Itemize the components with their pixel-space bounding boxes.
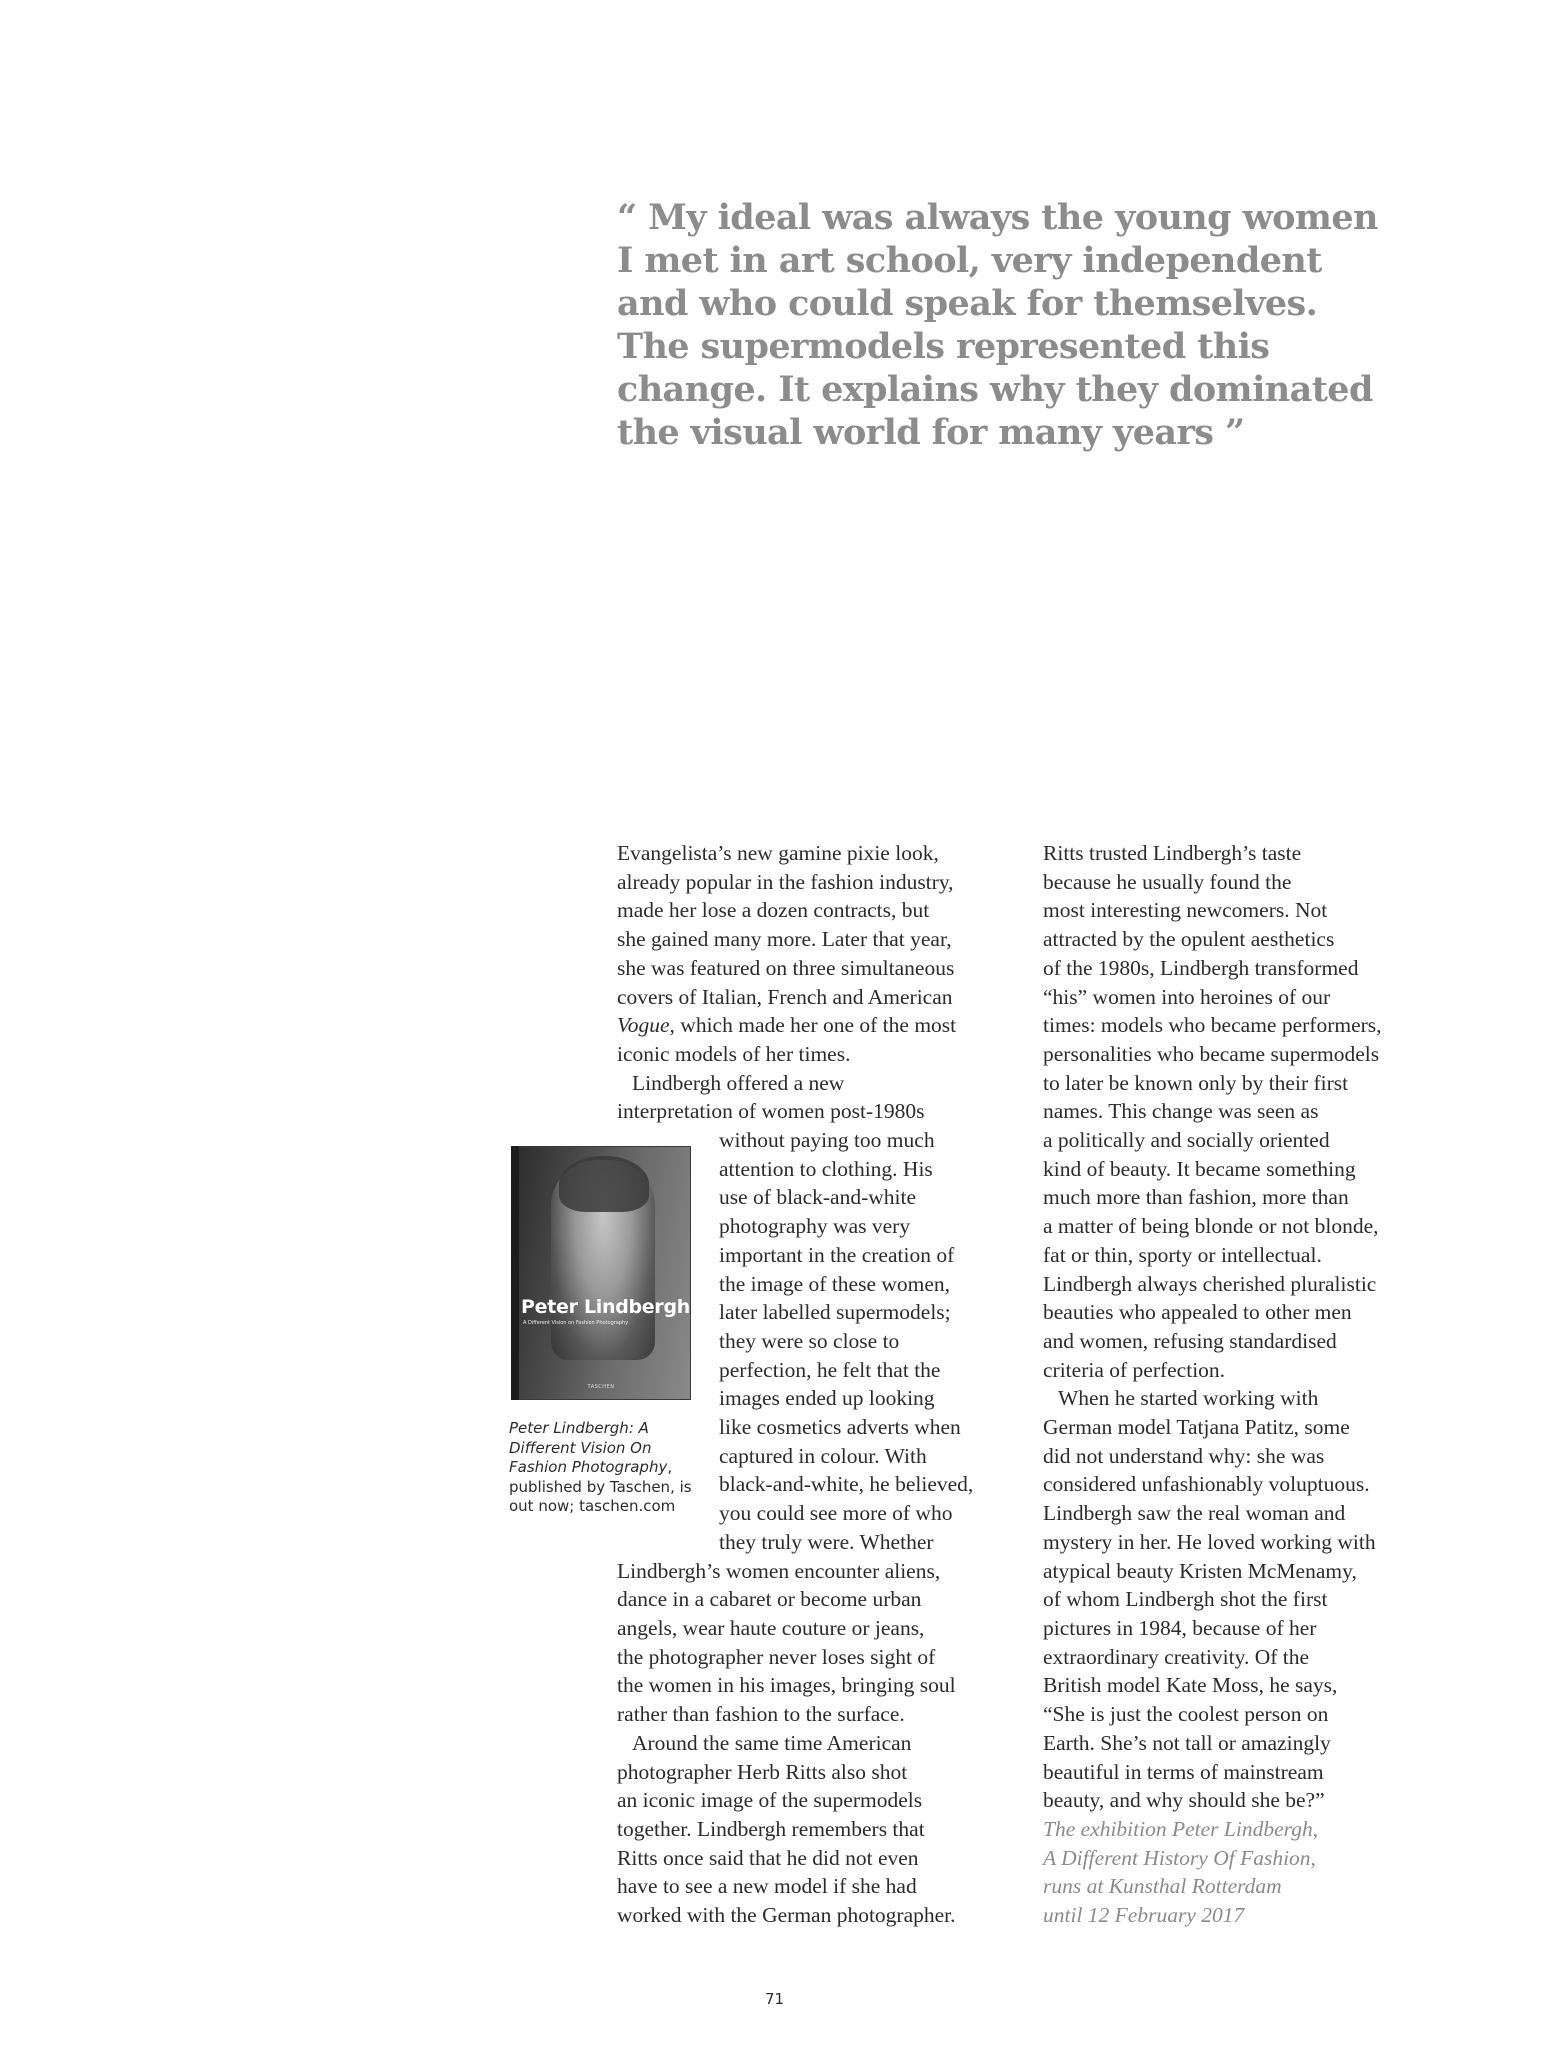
body-line: of the 1980s, Lindbergh transformed xyxy=(1043,955,1359,980)
body-line: fat or thin, sporty or intellectual. xyxy=(1043,1242,1322,1267)
body-line-vogue: Vogue, which made her one of the most xyxy=(617,1013,957,1038)
body-line: use of black-and-white xyxy=(719,1185,917,1210)
body-line: without paying too much xyxy=(719,1128,935,1153)
body-line: later labelled supermodels; xyxy=(719,1300,951,1325)
body-line: the photographer never loses sight of xyxy=(617,1644,936,1669)
body-line: have to see a new model if she had xyxy=(617,1874,917,1899)
body-line: because he usually found the xyxy=(1043,869,1292,894)
book-cover-subtitle: A Different Vision on Fashion Photography xyxy=(523,1320,629,1326)
body-line: and women, refusing standardised xyxy=(1043,1328,1337,1353)
body-line: most interesting newcomers. Not xyxy=(1043,898,1328,923)
body-line: worked with the German photographer. xyxy=(617,1903,956,1928)
body-line: rather than fashion to the surface. xyxy=(617,1702,905,1727)
pull-quote xyxy=(617,196,1417,454)
body-line: criteria of perfection. xyxy=(1043,1357,1226,1382)
body-line: to later be known only by their first xyxy=(1043,1070,1349,1095)
exhibition-credit-line: The exhibition Peter Lindbergh, xyxy=(1043,1816,1319,1841)
body-line: considered unfashionably voluptuous. xyxy=(1043,1472,1370,1497)
body-line: Lindbergh always cherished pluralistic xyxy=(1043,1271,1377,1296)
pull-quote-line: I met in art school, very independent xyxy=(617,240,1322,281)
body-line: extraordinary creativity. Of the xyxy=(1043,1644,1310,1669)
pull-quote-line: The supermodels represented this xyxy=(617,326,1270,367)
body-line: atypical beauty Kristen McMenamy, xyxy=(1043,1558,1357,1583)
book-cover-title: Peter Lindbergh xyxy=(521,1296,690,1318)
body-line: personalities who became supermodels xyxy=(1043,1041,1380,1066)
caption-book-title: Fashion Photography xyxy=(509,1458,668,1476)
caption-line: Peter Lindbergh: A xyxy=(509,1419,649,1437)
body-line: they truly were. Whether xyxy=(719,1529,934,1554)
body-line: pictures in 1984, because of her xyxy=(1043,1615,1317,1640)
body-line: iconic models of her times. xyxy=(617,1041,851,1066)
body-line: an iconic image of the supermodels xyxy=(617,1788,923,1813)
body-line: times: models who became performers, xyxy=(1043,1013,1382,1038)
body-line: a matter of being blonde or not blonde, xyxy=(1043,1214,1379,1239)
body-line: Around the same time American xyxy=(632,1730,912,1755)
body-line: “She is just the coolest person on xyxy=(1043,1702,1329,1727)
body-line: already popular in the fashion industry, xyxy=(617,869,954,894)
body-line: angels, wear haute couture or jeans, xyxy=(617,1615,925,1640)
body-line: Lindbergh saw the real woman and xyxy=(1043,1501,1346,1526)
body-line: she gained many more. Later that year, xyxy=(617,927,952,952)
body-line: captured in colour. With xyxy=(719,1443,927,1468)
body-line: together. Lindbergh remembers that xyxy=(617,1816,925,1841)
body-line: “his” women into heroines of our xyxy=(1043,984,1331,1009)
article-column-right xyxy=(1043,839,1453,1930)
exhibition-credit-line: runs at Kunsthal Rotterdam xyxy=(1043,1874,1282,1899)
body-line: covers of Italian, French and American xyxy=(617,984,953,1009)
body-line: she was featured on three simultaneous xyxy=(617,955,955,980)
page-number: 71 xyxy=(764,1990,785,2008)
body-line: they were so close to xyxy=(719,1328,900,1353)
body-line: mystery in her. He loved working with xyxy=(1043,1529,1376,1554)
book-spine xyxy=(511,1146,519,1400)
body-line: made her lose a dozen contracts, but xyxy=(617,898,930,923)
body-line: kind of beauty. It became something xyxy=(1043,1156,1356,1181)
exhibition-credit-line: A Different History Of Fashion, xyxy=(1043,1845,1316,1870)
body-line: Earth. She’s not tall or amazingly xyxy=(1043,1730,1331,1755)
magazine-title: Vogue xyxy=(617,1013,670,1038)
body-line: Lindbergh’s women encounter aliens, xyxy=(617,1558,941,1583)
body-line: British model Kate Moss, he says, xyxy=(1043,1673,1338,1698)
body-line: of whom Lindbergh shot the first xyxy=(1043,1587,1328,1612)
body-line: German model Tatjana Patitz, some xyxy=(1043,1415,1350,1440)
body-line: beauties who appealed to other men xyxy=(1043,1300,1352,1325)
body-line: attracted by the opulent aesthetics xyxy=(1043,927,1335,952)
body-line: Ritts once said that he did not even xyxy=(617,1845,919,1870)
cover-portrait-hair xyxy=(559,1156,649,1212)
open-quote-mark: “ xyxy=(617,197,637,238)
body-line: the image of these women, xyxy=(719,1271,951,1296)
body-line: a politically and socially oriented xyxy=(1043,1128,1330,1153)
caption-comma: , xyxy=(667,1458,673,1476)
caption-line xyxy=(509,1458,709,1478)
close-quote-mark: ” xyxy=(1225,412,1245,453)
body-line: did not understand why: she was xyxy=(1043,1443,1325,1468)
body-line: photographer Herb Ritts also shot xyxy=(617,1759,908,1784)
pull-quote-line: the visual world for many years ” xyxy=(617,412,1245,453)
body-line: Evangelista’s new gamine pixie look, xyxy=(617,841,939,865)
body-line: Lindbergh offered a new xyxy=(632,1070,845,1095)
body-line: attention to clothing. His xyxy=(719,1156,933,1181)
body-line: photography was very xyxy=(719,1214,911,1239)
body-line: When he started working with xyxy=(1058,1386,1319,1411)
exhibition-credit-line: until 12 February 2017 xyxy=(1043,1903,1245,1928)
body-line: you could see more of who xyxy=(719,1501,953,1526)
pull-quote-line: and who could speak for themselves. xyxy=(617,283,1318,324)
body-line: interpretation of women post-1980s xyxy=(617,1099,925,1124)
body-line: Ritts trusted Lindbergh’s taste xyxy=(1043,841,1302,865)
book-cover-image xyxy=(511,1146,691,1400)
caption-line: Different Vision On xyxy=(509,1438,652,1457)
caption-line: out now; taschen.com xyxy=(509,1497,676,1515)
body-line: black-and-white, he believed, xyxy=(719,1472,974,1497)
body-line: images ended up looking xyxy=(719,1386,935,1411)
caption-line: published by Taschen, is xyxy=(509,1477,692,1496)
body-line: important in the creation of xyxy=(719,1242,955,1267)
body-line: much more than fashion, more than xyxy=(1043,1185,1349,1210)
book-cover-publisher: TASCHEN xyxy=(587,1384,615,1390)
body-line: beauty, and why should she be?” xyxy=(1043,1788,1325,1813)
pull-quote-line: “ My ideal was always the young women xyxy=(617,197,1378,238)
body-line: dance in a cabaret or become urban xyxy=(617,1587,922,1612)
body-line: perfection, he felt that the xyxy=(719,1357,941,1382)
body-line: like cosmetics adverts when xyxy=(719,1415,961,1440)
body-line: names. This change was seen as xyxy=(1043,1099,1319,1124)
body-line: the women in his images, bringing soul xyxy=(617,1673,956,1698)
book-caption xyxy=(509,1419,709,1517)
pull-quote-line: change. It explains why they dominated xyxy=(617,369,1373,410)
body-line: beautiful in terms of mainstream xyxy=(1043,1759,1324,1784)
